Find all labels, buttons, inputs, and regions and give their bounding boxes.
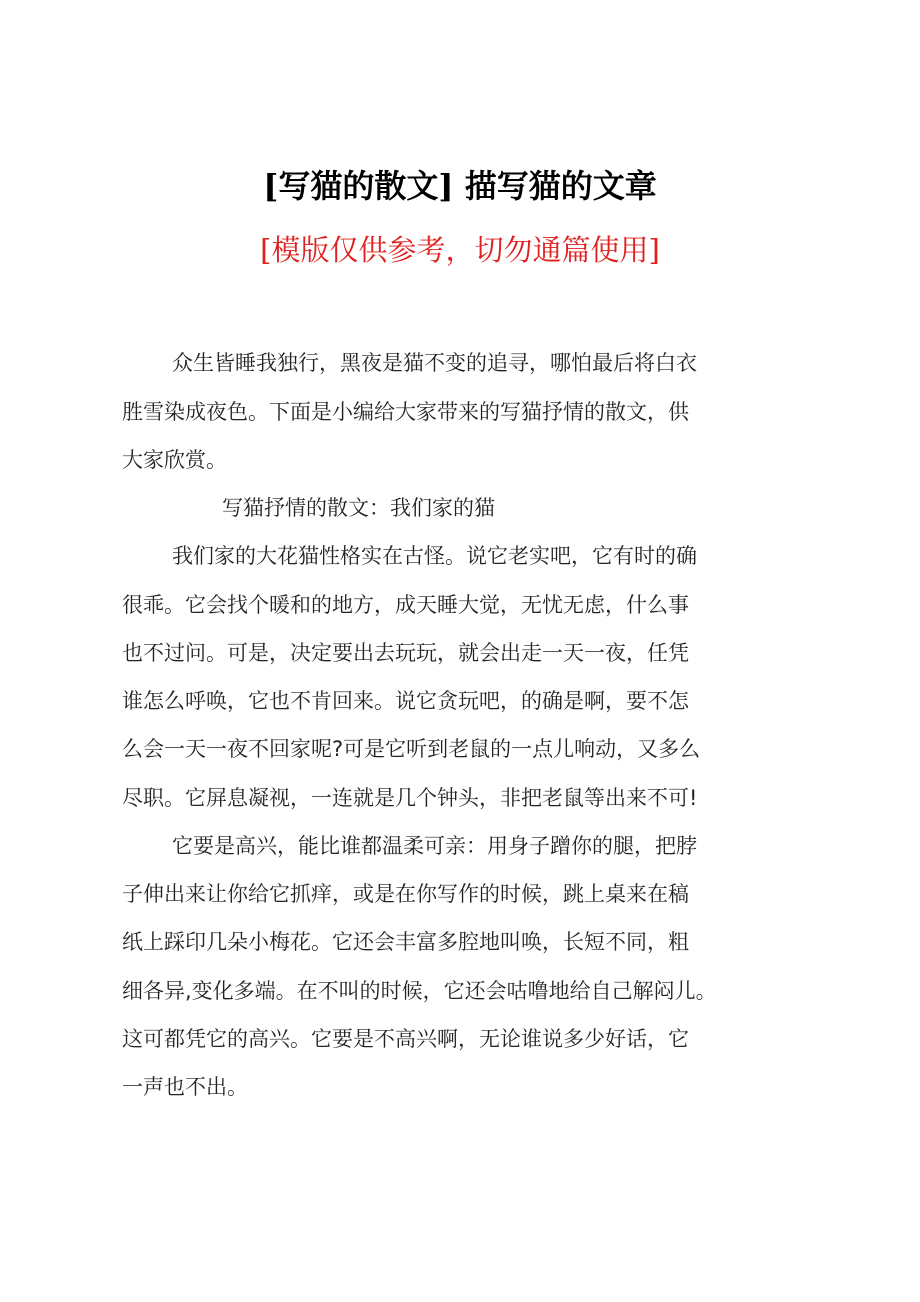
paragraph-line: 尽职。它屏息凝视，一连就是几个钟头，非把老鼠等出来不可! [122,786,698,810]
paragraph-line: 一声也不出。 [122,1075,248,1099]
paragraph-line: 它要是高兴，能比谁都温柔可亲：用身子蹭你的腿，把脖 [172,834,697,858]
document-title: [写猫的散文] 描写猫的文章 [263,167,657,205]
paragraph-line: 谁怎么呼唤，它也不肯回来。说它贪玩吧，的确是啊，要不怎 [122,689,689,713]
paragraph-line: 胜雪染成夜色。下面是小编给大家带来的写猫抒情的散文，供 [122,400,689,424]
paragraph-line: 么会一天一夜不回家呢?可是它听到老鼠的一点儿响动，又多么 [122,737,701,761]
template-notice: [模版仅供参考，切勿通篇使用] [260,233,660,267]
paragraph-line: 大家欣赏。 [122,448,227,472]
paragraph-line: 我们家的大花猫性格实在古怪。说它老实吧，它有时的确 [172,544,697,568]
paragraph-line: 子伸出来让你给它抓痒，或是在你写作的时候，跳上桌来在稿 [122,882,689,906]
paragraph-line: 纸上踩印几朵小梅花。它还会丰富多腔地叫唤，长短不同，粗 [122,930,689,954]
paragraph-line: 这可都凭它的高兴。它要是不高兴啊，无论谁说多少好话，它 [122,1027,689,1051]
section-heading: 写猫抒情的散文：我们家的猫 [222,496,495,520]
paragraph-line: 很乖。它会找个暖和的地方，成天睡大觉，无忧无虑，什么事 [122,593,689,617]
paragraph-line: 细各异,变化多端。在不叫的时候，它还会咕噜地给自己解闷儿。 [122,979,717,1003]
paragraph-line: 众生皆睡我独行，黑夜是猫不变的追寻，哪怕最后将白衣 [172,351,697,375]
paragraph-line: 也不过问。可是，决定要出去玩玩，就会出走一天一夜，任凭 [122,641,689,665]
